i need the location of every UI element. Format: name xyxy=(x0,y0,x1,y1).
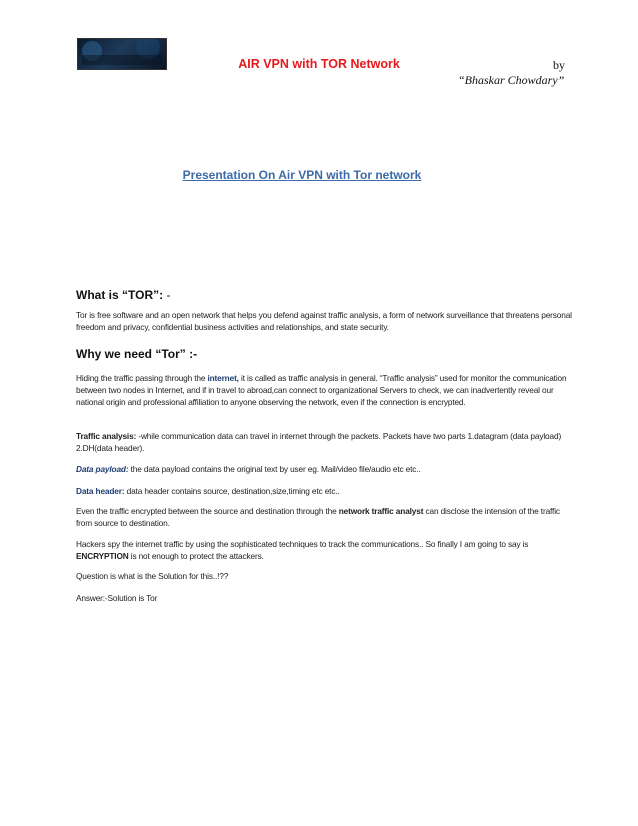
presentation-title: Presentation On Air VPN with Tor network xyxy=(182,168,422,182)
paragraph-hackers: Hackers spy the internet traffic by using the sophisticated techniques to track the communications.. So finally I am going to say is ENCRYPTION is not enough to protect the attackers. xyxy=(76,539,529,562)
paragraph-tor-definition: Tor is free software and an open network that helps you defend against traffic analysis, a form of network surveillance that threatens personal freedom and privacy, confidential business activities and relationships, and state security. xyxy=(76,310,572,333)
paragraph-data-payload: Data payload: the data payload contains the original text by user eg. Mail/video file/audio etc etc.. xyxy=(76,464,421,474)
paragraph-encrypted-traffic: Even the traffic encrypted between the source and destination through the network traffic analyst can disclose the intension of the traffic from source to destination. xyxy=(76,506,560,529)
heading-dash: - xyxy=(166,288,171,302)
author-name: “Bhaskar Chowdary” xyxy=(458,73,565,87)
paragraph-traffic-analysis: Traffic analysis: -while communication data can travel in internet through the packets. Packets have two parts 1.datagram (data payload) 2.DH(data header). xyxy=(76,431,562,454)
internet-emphasis: internet, xyxy=(207,373,239,383)
data-payload-label: Data payload: xyxy=(76,464,129,474)
paragraph-question: Question is what is the Solution for this..!?? xyxy=(76,571,229,581)
traffic-analysis-label: Traffic analysis: xyxy=(76,431,137,441)
paragraph-answer: Answer:-Solution is Tor xyxy=(76,593,158,603)
section-heading-what-is-tor xyxy=(76,288,170,302)
paragraph-data-header: Data header: data header contains source, destination,size,timing etc etc.. xyxy=(76,486,340,496)
encryption-emphasis: ENCRYPTION xyxy=(76,551,129,562)
section-heading-why-tor: Why we need “Tor” :- xyxy=(76,347,198,361)
paragraph-hiding-traffic: Hiding the traffic passing through the internet, it is called as traffic analysis in general. “Traffic analysis” used for monitor the communication between two nodes in Internet, and if in travel to abroad,can connect to organizational Servers to check, we can inadvertently reveal our national origin and professional affiliation to anyone observing the network, even if the connection is encrypted. xyxy=(76,373,567,408)
document-title: AIR VPN with TOR Network xyxy=(238,57,400,71)
heading-text: What is “TOR”: xyxy=(76,288,164,302)
network-traffic-analyst-emphasis: network traffic analyst xyxy=(338,506,424,516)
data-header-label: Data header: xyxy=(76,486,125,496)
by-label: by xyxy=(553,58,565,72)
